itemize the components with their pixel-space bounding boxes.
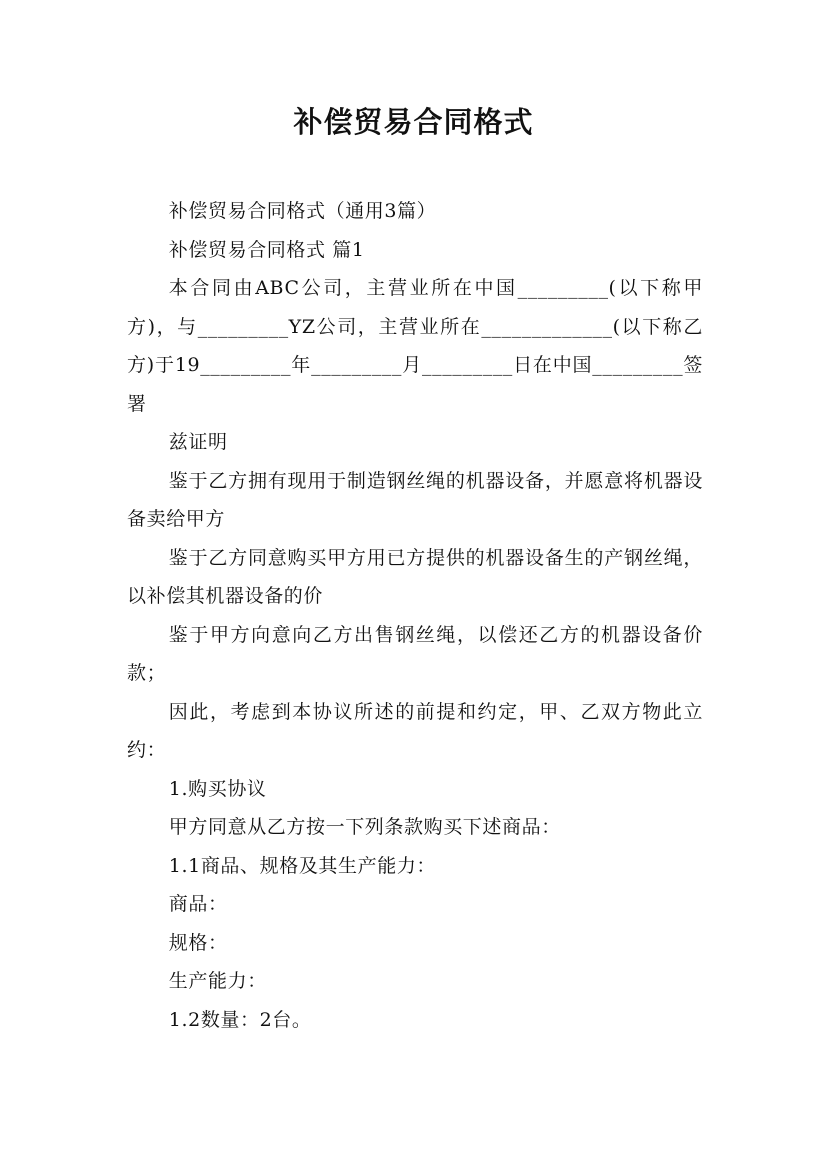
paragraph-subtitle: 补偿贸易合同格式（通用3篇） [168,200,437,222]
paragraph-goods: 商品： [168,893,228,915]
paragraph-section-heading: 补偿贸易合同格式 篇1 [168,238,365,261]
paragraph-whereas-2: 鉴于乙方同意购买甲方用已方提供的机器设备生的产钢丝绳，以补偿其机器设备的价 [127,546,703,607]
document-title: 补偿贸易合同格式 [293,105,534,139]
paragraph-contract-parties: 本合同由ABC公司，主营业所在中国_________(以下称甲方)，与_________YZ公司，主营业所在_____________(以下称乙方)于19_________年_________月_________日在中国_________签署 [127,277,703,415]
paragraph-clause-1-2: 1.2数量：2台。 [168,1008,312,1031]
paragraph-therefore: 因此，考虑到本协议所述的前提和约定，甲、乙双方物此立约： [127,700,703,761]
paragraph-whereas-1: 鉴于乙方拥有现用于制造钢丝绳的机器设备，并愿意将机器设备卖给甲方 [127,469,703,530]
paragraph-witness: 兹证明 [168,431,228,453]
paragraph-capacity: 生产能力： [168,970,267,992]
paragraph-clause-1: 1.购买协议 [168,777,267,800]
paragraph-whereas-3: 鉴于甲方向意向乙方出售钢丝绳，以偿还乙方的机器设备价款； [127,623,703,684]
paragraph-clause-1-intro: 甲方同意从乙方按一下列条款购买下述商品： [168,816,561,838]
document-body [127,192,703,1039]
paragraph-clause-1-1: 1.1商品、规格及其生产能力： [168,854,437,877]
paragraph-specification: 规格： [168,931,228,954]
